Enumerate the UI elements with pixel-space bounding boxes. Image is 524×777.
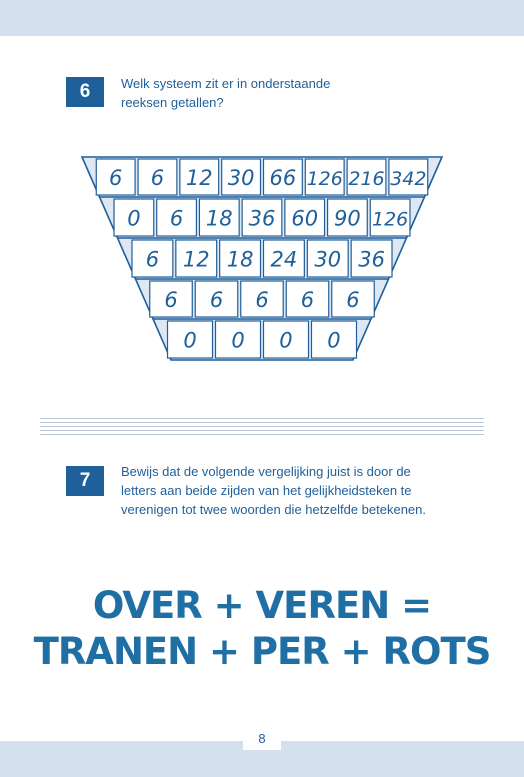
pyramid-cell-value: 6: [255, 288, 269, 312]
question-6-line-1: Welk systeem zit er in onderstaande: [121, 76, 331, 91]
page-number: 8: [243, 728, 281, 750]
question-7-text: [121, 462, 426, 519]
question-7-line-1: Bewijs dat de volgende vergelijking juist is door de: [121, 464, 411, 479]
question-6-line-2: reeksen getallen?: [121, 95, 224, 110]
pyramid-cell-value: 0: [279, 328, 293, 353]
question-7-line-2: letters aan beide zijden van het gelijkheidsteken te: [121, 483, 412, 498]
pyramid-cell-value: 126: [306, 168, 343, 190]
pyramid-cell-value: 0: [127, 206, 141, 231]
pyramid-cell-value: 0: [183, 328, 197, 353]
question-7-number: 7: [66, 466, 104, 496]
pyramid-cell-value: 12: [185, 166, 213, 190]
pyramid-cell-value: 24: [270, 247, 298, 272]
pyramid-cell-value: 90: [334, 206, 361, 231]
pyramid-cell-value: 6: [209, 288, 224, 312]
pyramid-cell-value: 36: [248, 206, 276, 231]
section-divider: [40, 418, 484, 436]
pyramid-cell-value: 6: [108, 166, 123, 190]
pyramid-cell-value: 18: [205, 206, 233, 231]
pyramid-cell-value: 30: [314, 247, 342, 272]
pyramid-cell-value: 6: [300, 288, 315, 312]
pyramid-cell-value: 0: [327, 328, 341, 353]
pyramid-cell-value: 66: [269, 166, 297, 190]
pyramid-cell-value: 30: [227, 166, 255, 190]
question-6-number: 6: [66, 77, 104, 107]
pyramid-cell-value: 12: [182, 247, 210, 272]
pyramid-cell-value: 342: [390, 168, 427, 190]
pyramid-cell-value: 6: [164, 288, 178, 312]
equation-line-1: OVER + VEREN =: [92, 584, 432, 627]
pyramid-cell-value: 126: [371, 208, 409, 231]
pyramid-cell-value: 6: [150, 166, 165, 190]
pyramid-cell-value: 60: [291, 206, 319, 231]
pyramid-cell-value: 0: [231, 328, 245, 353]
equation-line-2: TRANEN + PER + ROTS: [33, 630, 491, 673]
pyramid-cell-value: 6: [169, 206, 184, 231]
question-7-line-3: verenigen tot twee woorden die hetzelfde betekenen.: [121, 502, 426, 517]
pyramid-cell-value: 18: [226, 247, 254, 272]
pyramid-cell-value: 216: [348, 168, 385, 190]
pyramid-cell-value: 6: [346, 288, 360, 312]
pyramid-cell-value: 36: [358, 247, 385, 272]
pyramid-cell-value: 6: [145, 247, 160, 272]
